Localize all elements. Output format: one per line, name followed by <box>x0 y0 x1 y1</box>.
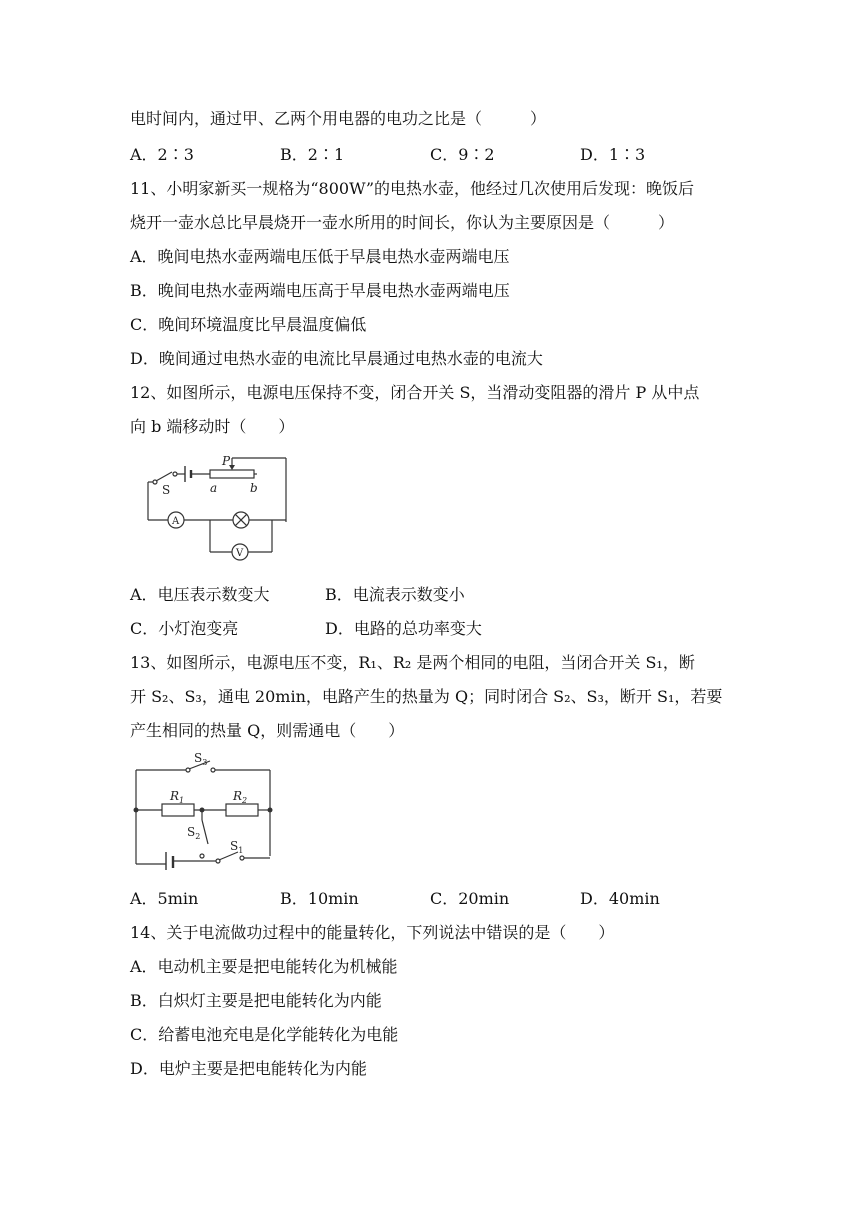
q12-option-c: C．小灯泡变亮 <box>130 619 239 638</box>
junction-dot <box>268 808 273 813</box>
r2-resistor <box>226 804 258 816</box>
q12-option-d: D．电路的总功率变大 <box>325 619 482 638</box>
q10-option-b: B．2∶1 <box>280 145 345 164</box>
q12-stem-line-1: 12、如图所示，电源电压保持不变，闭合开关 S，当滑动变阻器的滑片 P 从中点 <box>130 383 700 402</box>
q14-option-c: C．给蓄电池充电是化学能转化为电能 <box>130 1025 399 1044</box>
q13-option-c: C．20min <box>430 889 510 908</box>
q10-option-c: C．9∶2 <box>430 145 495 164</box>
slider-label: P <box>222 454 231 468</box>
voltmeter-label: V <box>236 548 244 559</box>
q11-option-a: A．晚间电热水壶两端电压低于早晨电热水壶两端电压 <box>130 247 510 266</box>
q11-option-b: B．晚间电热水壶两端电压高于早晨电热水壶两端电压 <box>130 281 510 300</box>
q13-option-b: B．10min <box>280 889 359 908</box>
r1-label: $R_1$ <box>170 789 185 805</box>
switch-label: S <box>162 483 171 497</box>
r1-resistor <box>162 804 194 816</box>
q14-option-b: B．白炽灯主要是把电能转化为内能 <box>130 991 382 1010</box>
s1-contact <box>240 856 244 860</box>
switch-contact <box>173 472 177 476</box>
q11-stem-line-2: 烧开一壶水总比早晨烧开一壶水所用的时间长，你认为主要原因是（ ） <box>130 213 675 232</box>
q13-stem-line-1: 13、如图所示，电源电压不变，R₁、R₂ 是两个相同的电阻，当闭合开关 S₁，断 <box>130 653 695 672</box>
q10-option-a: A．2∶3 <box>130 145 194 164</box>
end-b-label: b <box>250 481 258 495</box>
q12-option-b: B．电流表示数变小 <box>325 585 465 604</box>
q12-option-a: A．电压表示数变大 <box>130 585 270 604</box>
q12-stem-line-2: 向 b 端移动时（ ） <box>130 417 295 436</box>
s2-label: $S_2$ <box>187 825 201 841</box>
s1-blade <box>219 852 238 860</box>
s2-blade <box>202 820 208 844</box>
ammeter-label: A <box>172 516 180 527</box>
q13-circuit-diagram <box>130 748 280 870</box>
junction-dot <box>134 808 139 813</box>
q11-option-d: D．晚间通过电热水壶的电流比早晨通过电热水壶的电流大 <box>130 349 543 368</box>
q13-option-d: D．40min <box>580 889 660 908</box>
q11-stem-line-1: 11、小明家新买一规格为“800W”的电热水壶，他经过几次使用后发现：晚饭后 <box>130 179 695 198</box>
s3-contact <box>211 768 215 772</box>
junction-dot <box>200 808 205 813</box>
s3-label: $S_3$ <box>194 751 208 767</box>
rheostat-resistor <box>210 470 254 478</box>
q13-option-a: A．5min <box>130 889 199 908</box>
q13-stem-line-2: 开 S₂、S₃，通电 20min，电路产生的热量为 Q；同时闭合 S₂、S₃，断开 S₁，若要 <box>130 687 723 706</box>
q10-option-d: D．1∶3 <box>580 145 646 164</box>
switch-blade <box>156 472 172 481</box>
q14-option-a: A．电动机主要是把电能转化为机械能 <box>130 957 398 976</box>
q13-stem-line-3: 产生相同的热量 Q，则需通电（ ） <box>130 721 405 740</box>
q14-stem: 14、关于电流做功过程中的能量转化，下列说法中错误的是（ ） <box>130 923 615 942</box>
s1-label: $S_1$ <box>230 839 244 855</box>
s2-contact <box>200 854 204 858</box>
end-a-label: a <box>210 481 218 495</box>
r2-label: $R_2$ <box>233 789 248 805</box>
q11-option-c: C．晚间环境温度比早晨温度偏低 <box>130 315 367 334</box>
q12-circuit-diagram <box>140 452 295 572</box>
q10-stem: 电时间内，通过甲、乙两个用电器的电功之比是（ ） <box>130 109 547 128</box>
q14-option-d: D．电炉主要是把电能转化为内能 <box>130 1059 367 1078</box>
